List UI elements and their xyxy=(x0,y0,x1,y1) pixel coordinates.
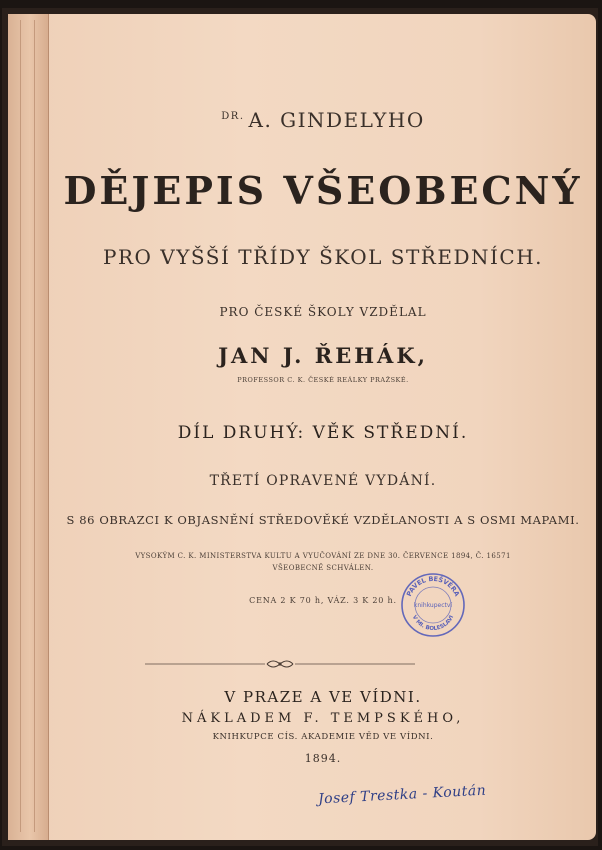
svg-text:PAVEL BEŠVÉRA xyxy=(405,575,461,598)
author-prefix: DR. xyxy=(221,111,245,122)
publication-year: 1894. xyxy=(304,752,342,765)
book-title: DĚJEPIS VŠEOBECNÝ xyxy=(63,168,583,213)
ornamental-rule xyxy=(145,658,415,670)
bookseller-line: KNIHKUPCE CÍS. AKADEMIE VĚD VE VÍDNI. xyxy=(212,732,434,742)
author-line xyxy=(50,108,596,132)
illustrations-line: S 86 OBRAZCI K OBJASNĚNÍ STŘEDOVĚKÉ VZDĚLANOSTI A S OSMI MAPAMI. xyxy=(66,513,580,527)
editor-name: JAN J. ŘEHÁK, xyxy=(218,343,428,368)
page-edge-line xyxy=(20,20,21,832)
stamp-top-text: PAVEL BEŠVÉRA xyxy=(404,574,462,598)
editor-role: PROFESSOR C. K. ČESKÉ REÁLKY PRAŽSKÉ. xyxy=(237,376,409,384)
publisher-line: NÁKLADEM F. TEMPSKÉHO, xyxy=(181,711,465,726)
prepared-by-line: PRO ČESKÉ ŠKOLY VZDĚLAL xyxy=(219,305,427,319)
approval-line-1: VYSOKÝM C. K. MINISTERSTVA KULTU A VYUČOVÁNÍ ZE DNE 30. ČERVENCE 1894, Č. 16571 xyxy=(135,552,511,560)
stamp-bottom-text: V MI. BOLESLAVI xyxy=(410,614,456,633)
handwritten-signature: Josef Trestka - Koután xyxy=(317,782,487,808)
page-gutter xyxy=(8,14,49,840)
book-subtitle: PRO VYŠŠÍ TŘÍDY ŠKOL STŘEDNÍCH. xyxy=(103,245,543,269)
page-edge-line xyxy=(34,20,35,832)
volume-part: DÍL DRUHÝ: VĚK STŘEDNÍ. xyxy=(177,423,469,443)
publication-place: V PRAZE A VE VÍDNI. xyxy=(224,688,422,706)
author-name: A. GINDELYHO xyxy=(248,108,425,132)
edition-line: TŘETÍ OPRAVENÉ VYDÁNÍ. xyxy=(209,473,437,489)
price-line: CENA 2 K 70 h, VÁZ. 3 K 20 h. xyxy=(249,596,397,605)
bookseller-stamp xyxy=(400,572,466,638)
approval-line-2: VŠEOBECNĚ SCHVÁLEN. xyxy=(272,564,374,572)
stamp-center-text: knihkupectví xyxy=(413,602,453,609)
